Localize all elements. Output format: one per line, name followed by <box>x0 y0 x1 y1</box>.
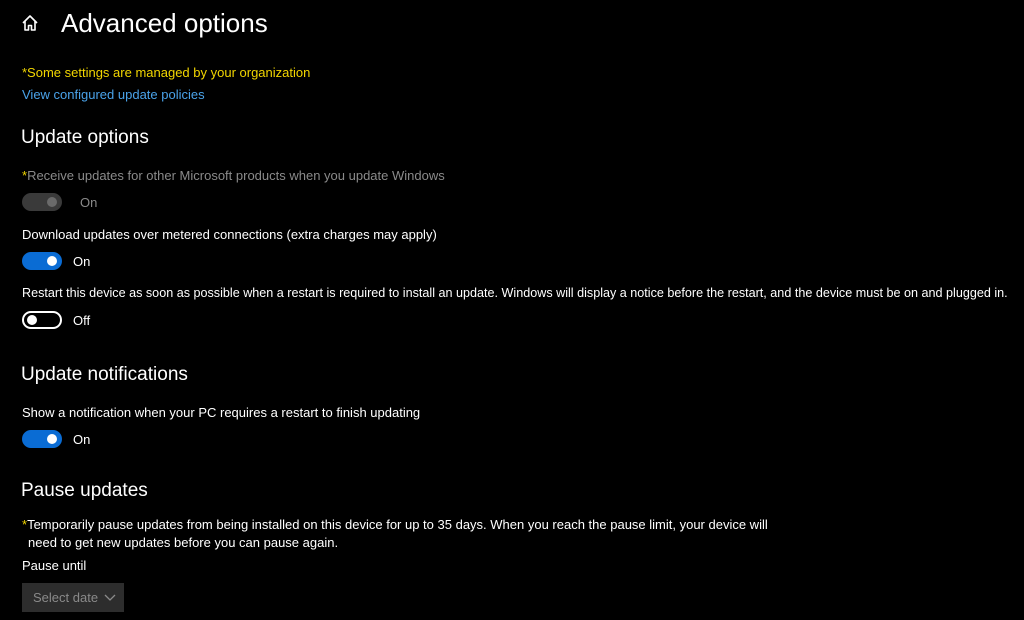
other-products-toggle-state: On <box>80 195 98 210</box>
pause-until-label: Pause until <box>22 558 87 573</box>
dropdown-value: Select date <box>33 590 99 605</box>
other-products-label <box>22 168 445 183</box>
metered-connections-toggle-state: On <box>73 254 91 269</box>
metered-connections-label: Download updates over metered connections (extra charges may apply) <box>22 227 437 242</box>
managed-asterisk: * <box>22 168 28 183</box>
pause-updates-heading: Pause updates <box>21 480 148 501</box>
restart-notification-label: Show a notification when your PC requires a restart to finish updating <box>22 405 421 420</box>
toggle-knob <box>27 315 37 325</box>
managed-asterisk: * <box>22 517 28 532</box>
restart-notification-toggle-state: On <box>73 432 91 447</box>
pause-updates-description <box>22 516 782 552</box>
chevron-down-icon <box>104 592 116 602</box>
restart-asap-label: Restart this device as soon as possible when a restart is required to install an update. Windows will display a notice before the restart, and the device must be on and plugged in. <box>22 286 1008 300</box>
toggle-knob <box>47 256 57 266</box>
restart-asap-toggle[interactable] <box>22 311 62 329</box>
toggle-knob <box>47 434 57 444</box>
pause-description-line-1 <box>22 516 782 534</box>
pause-until-date-dropdown[interactable] <box>22 583 124 612</box>
page-title: Advanced options <box>61 8 268 38</box>
pause-description-line-2: need to get new updates before you can pause again. <box>28 535 339 550</box>
other-products-toggle <box>22 193 62 211</box>
update-options-heading: Update options <box>21 127 149 148</box>
restart-asap-toggle-state: Off <box>73 313 91 328</box>
restart-notification-toggle[interactable] <box>22 430 62 448</box>
other-products-label-text: Receive updates for other Microsoft products when you update Windows <box>27 168 445 183</box>
managed-by-organization-notice: *Some settings are managed by your organization <box>22 65 311 80</box>
view-update-policies-link[interactable]: View configured update policies <box>22 87 205 102</box>
home-icon[interactable] <box>20 13 40 33</box>
toggle-knob <box>47 197 57 207</box>
pause-description-line-1-text: Temporarily pause updates from being installed on this device for up to 35 days. When you reach the pause limit, your device will <box>27 517 768 532</box>
metered-connections-toggle[interactable] <box>22 252 62 270</box>
update-notifications-heading: Update notifications <box>21 364 188 385</box>
